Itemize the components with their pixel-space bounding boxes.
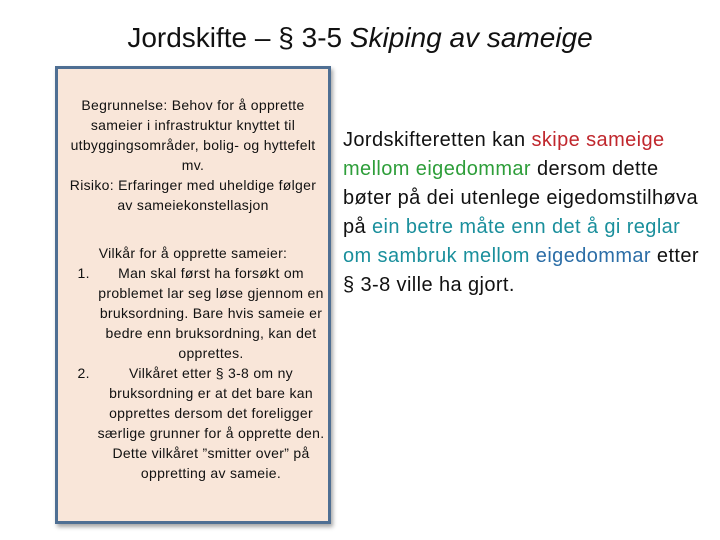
condition-text: 1. Man skal først ha forsøkt om problemet lar seg løse gjennom en bruksordning. Bare hvis sameie er bedre enn bruksordning, kan det opprettes. <box>98 265 324 361</box>
risiko-label: Risiko: <box>69 177 114 193</box>
condition-item <box>94 263 328 363</box>
conditions-list <box>58 263 328 483</box>
conditions-heading: Vilkår for å opprette sameier: <box>98 245 288 261</box>
statement-betre-maate: ein betre måte enn det å gi reglar om sambruk mellom <box>343 216 681 267</box>
statement-eigedommar: eigedommar <box>529 245 651 267</box>
condition-text: 2. Vilkåret etter § 3-8 om ny bruksordning er at det bare kan opprettes dersom det foreligger særlige grunner for å opprette den. Dette vilkåret ”smitter over” på oppretting av sameie. <box>97 365 325 481</box>
statement-part1: Jordskifteretten kan <box>343 129 532 151</box>
title-italic: Skiping av sameige <box>349 22 593 53</box>
statement-part7: etter § 3-8 ville ha gjort. <box>343 245 699 296</box>
info-box <box>55 66 331 524</box>
condition-item <box>94 363 328 483</box>
risiko-text: Erfaringer med uheldige følger av sameiekonstellasjon <box>113 177 317 213</box>
page-title <box>0 22 720 54</box>
main-statement <box>343 126 703 300</box>
statement-skipe-sameige: skipe sameige <box>531 129 665 151</box>
begrunnelse-text: Behov for å opprette sameier i infrastruktur knyttet til utbyggingsområder, bolig- og hyttefelt mv. <box>70 97 316 173</box>
begrunnelse-label: Begrunnelse: <box>81 97 168 113</box>
title-main: Jordskifte – § 3-5 <box>127 22 350 53</box>
statement-mellom-eigedommar: mellom eigedommar <box>343 158 531 180</box>
statement-part4: dersom dette bøter på dei utenlege eigedomstilhøva på <box>343 158 699 238</box>
box-intro <box>62 95 324 215</box>
